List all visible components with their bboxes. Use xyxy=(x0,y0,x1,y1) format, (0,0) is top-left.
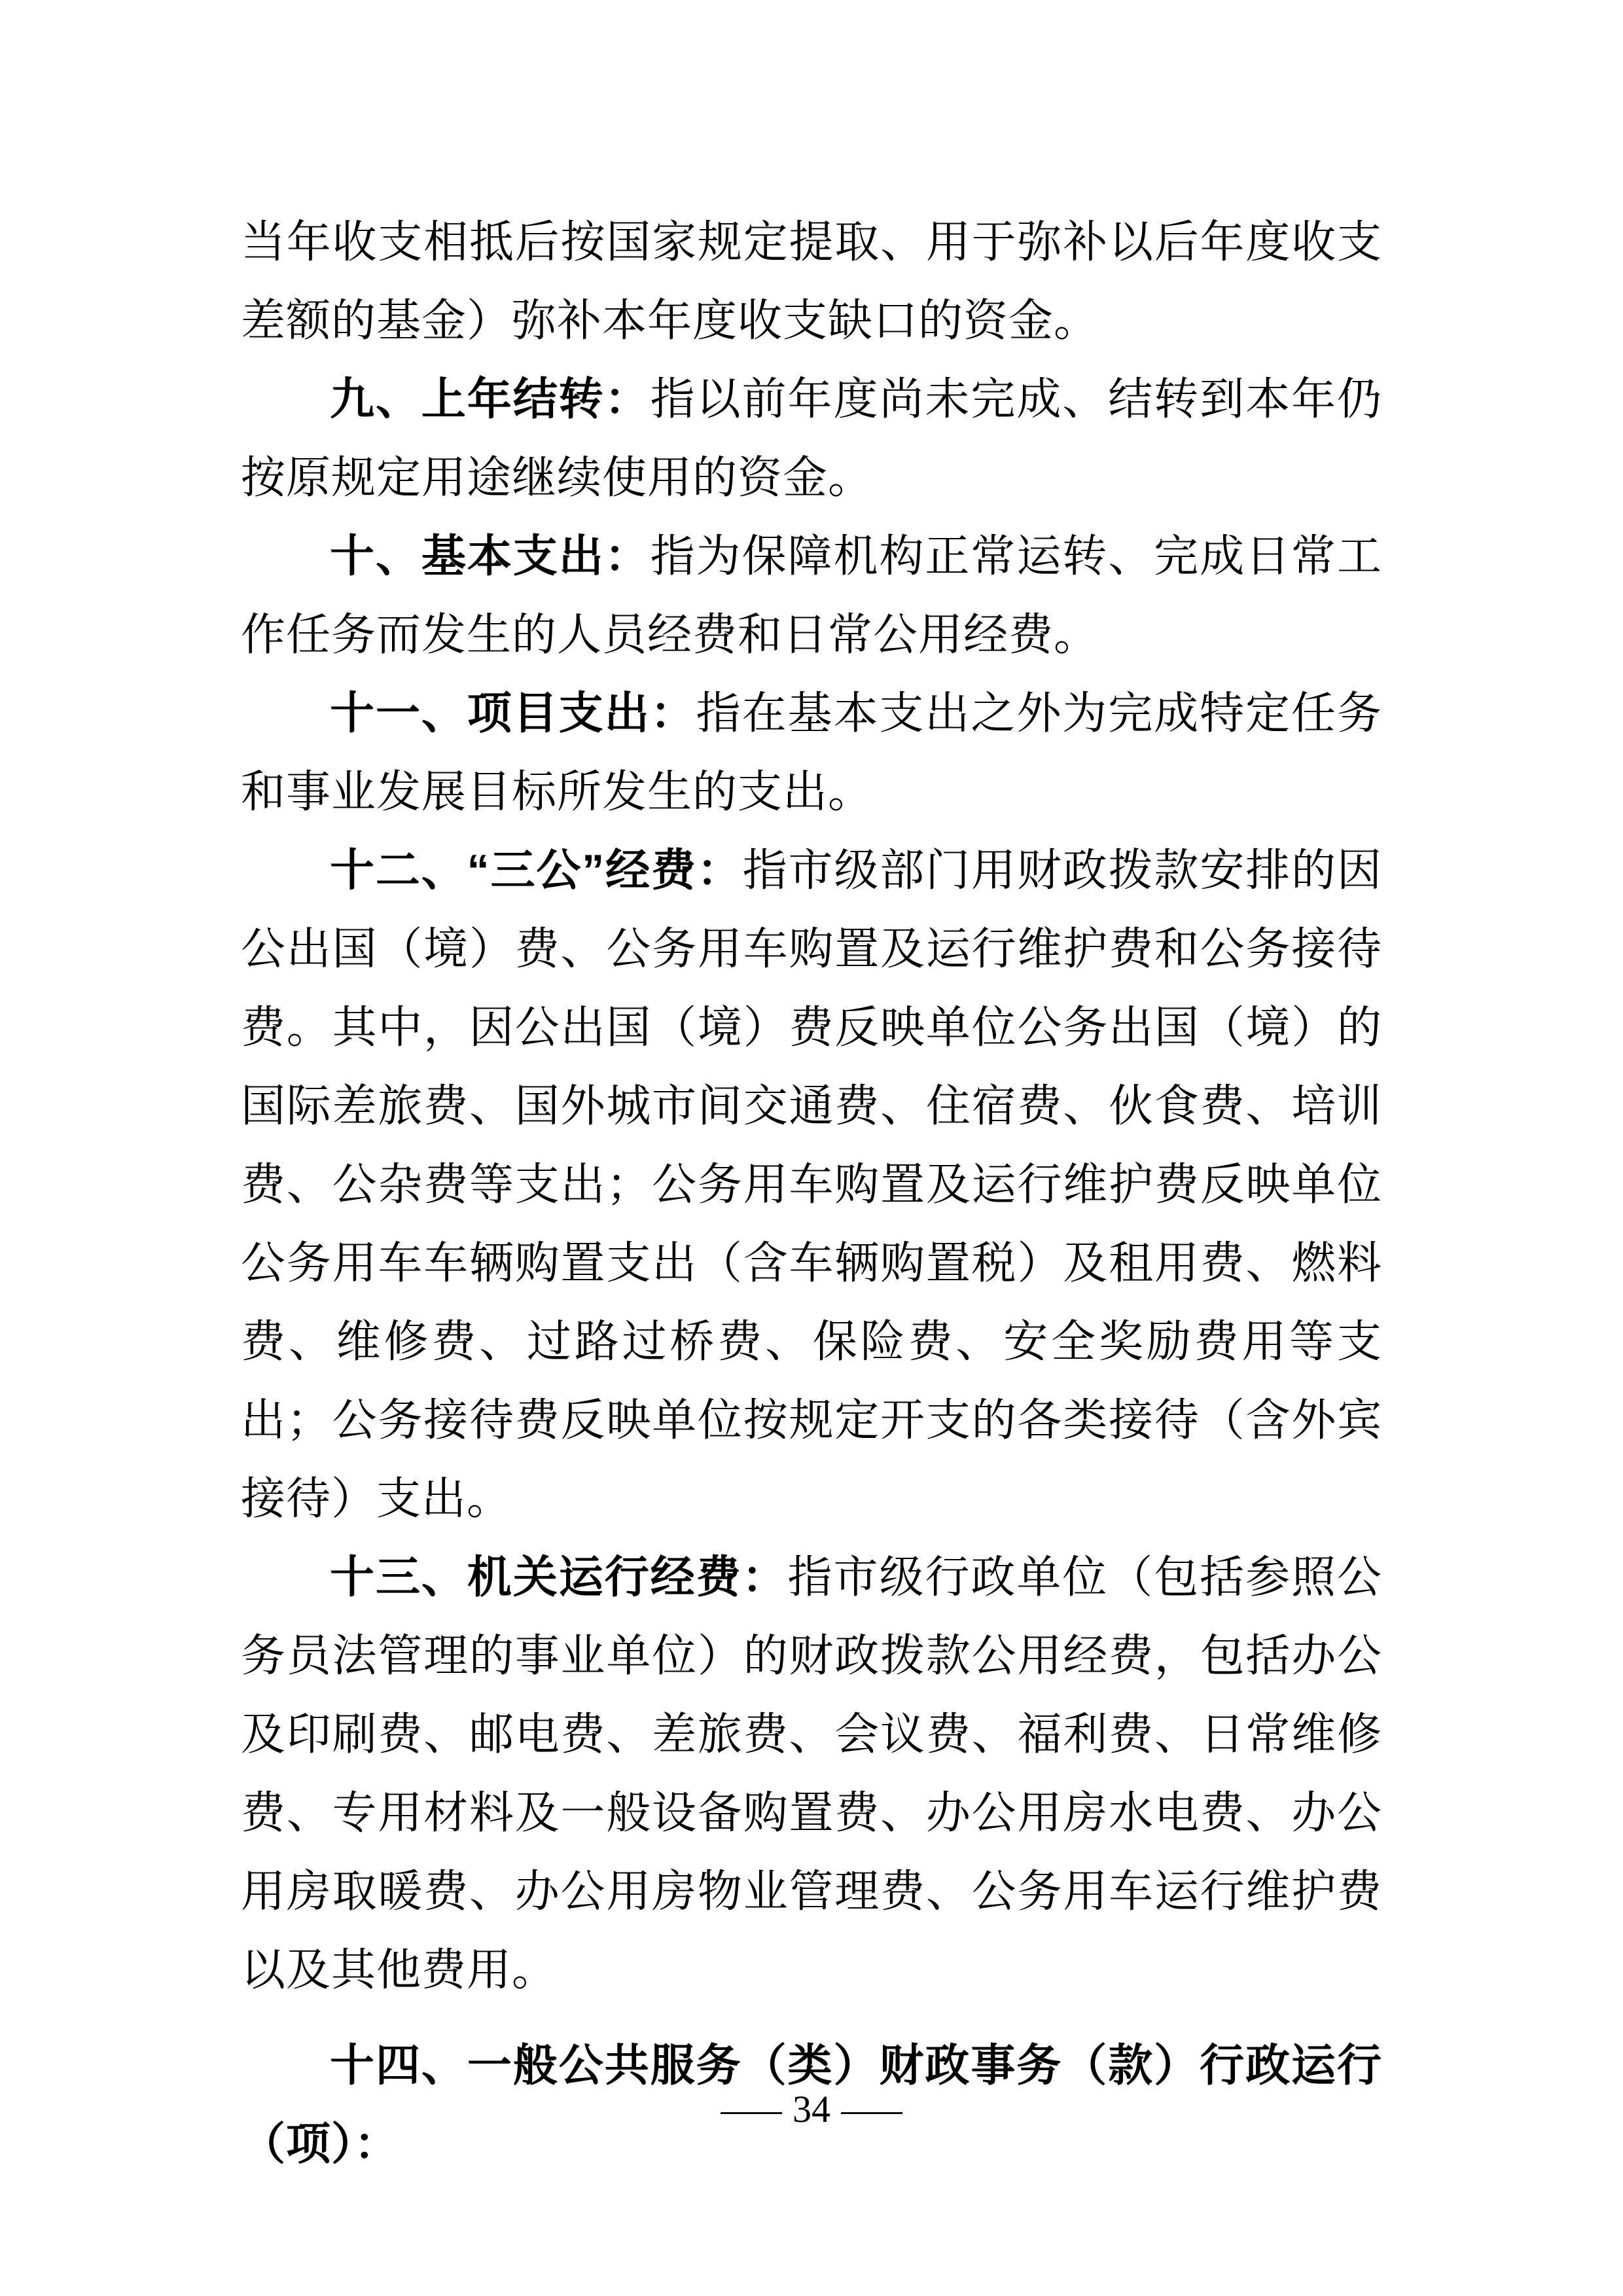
paragraph xyxy=(241,360,1382,517)
footer-left-dash: — xyxy=(721,2088,782,2130)
paragraph xyxy=(241,831,1382,1538)
paragraph-lead: 十三、机关运行经费： xyxy=(330,1552,788,1602)
body-text xyxy=(241,203,1382,2183)
paragraph-lead: 十四、一般公共服务（类）财政事务（款）行政运行（项）： xyxy=(241,2041,1382,2169)
paragraph-text: 当年收支相抵后按国家规定提取、用于弥补以后年度收支差额的基金）弥补本年度收支缺口的资金。 xyxy=(241,217,1382,346)
footer-right-dash: — xyxy=(841,2088,902,2130)
paragraph-text: 指市级部门用财政拨款安排的因公出国（境）费、公务用车购置及运行维护费和公务接待费。其中，因公出国（境）费反映单位公务出国（境）的国际差旅费、国外城市间交通费、住宿费、伙食费、培训费、公杂费等支出；公务用车购置及运行维护费反映单位公务用车车辆购置支出（含车辆购置税）及租用费、燃料费、维修费、过路过桥费、保险费、安全奖励费用等支出；公务接待费反映单位按规定开支的各类接待（含外宾接待）支出。 xyxy=(241,846,1382,1524)
paragraph-lead: 十二、“三公”经费： xyxy=(330,846,743,895)
paragraph xyxy=(241,203,1382,360)
paragraph-text: 指以前年度尚未完成、结转到本年仍按原规定用途继续使用的资金。 xyxy=(241,374,1382,503)
paragraph-text: 指市级行政单位（包括参照公务员法管理的事业单位）的财政拨款公用经费，包括办公及印刷费、邮电费、差旅费、会议费、福利费、日常维修费、专用材料及一般设备购置费、办公用房水电费、办公用房取暖费、办公用房物业管理费、公务用车运行维护费以及其他费用。 xyxy=(241,1552,1382,1995)
paragraph xyxy=(241,1538,1382,2009)
paragraph-lead: 九、上年结转： xyxy=(330,374,651,424)
paragraph-text: 指为保障机构正常运转、完成日常工作任务而发生的人员经费和日常公用经费。 xyxy=(241,531,1382,660)
page-footer xyxy=(0,2080,1623,2139)
paragraph xyxy=(241,517,1382,674)
paragraph xyxy=(241,674,1382,831)
paragraph-lead: 十一、项目支出： xyxy=(330,689,696,738)
paragraph-lead: 十、基本支出： xyxy=(330,531,651,581)
page-number: 34 xyxy=(793,2088,830,2130)
paragraph-text: 指在基本支出之外为完成特定任务和事业发展目标所发生的支出。 xyxy=(241,689,1382,817)
